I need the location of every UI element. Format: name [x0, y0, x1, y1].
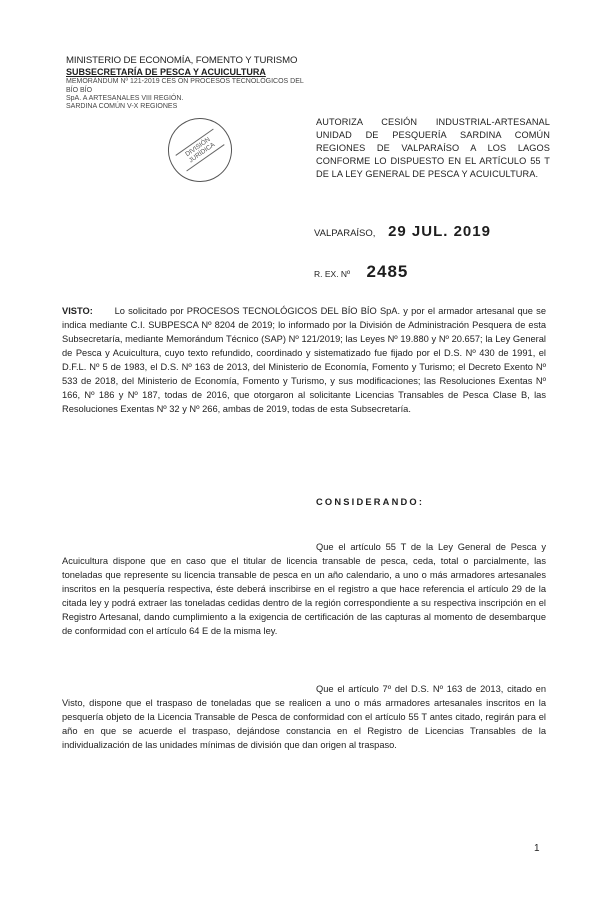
legal-division-stamp: [155, 105, 244, 194]
subsecretaria-name: SUBSECRETARÍA DE PESCA Y ACUICULTURA: [66, 66, 266, 77]
letterhead: [66, 55, 306, 112]
reference-line-1: MEMORÁNDUM Nº 121-2019 CES ON PROCESOS TECNOLÓGICOS DEL BÍO BÍO: [66, 78, 304, 94]
dateline-date: 29 JUL. 2019: [388, 223, 491, 240]
page-number: 1: [534, 843, 540, 854]
visto-text: Lo solicitado por PROCESOS TECNOLÓGICOS DEL BÍO BÍO SpA. y por el armador artesanal que se indica mediante C.I. SUBPESCA Nº 8204 de 2019; lo informado por la División de Administración Pesquera de esta Subsecretaría, mediante Memorándum Técnico (SAP) Nº 121/2019; las Leyes Nº 19.880 y Nº 20.657; la Ley General de Pesca y Acuicultura, cuyo texto refundido, coordinado y sistematizado fue fijado por el D.S. Nº 430 de 1991, el D.F.L. Nº 5 de 1983, el D.S. Nº 163 de 2013, del Ministerio de Economía, Fomento y Turismo; el Decreto Exento Nº 533 de 2018, del Ministerio de Economía, Fomento y Turismo, y sus modificaciones; las Resoluciones Exentas Nº 166, Nº 186 y Nº 187, todas de 2016, que otorgaron al solicitante Licencias Transables de Pesca Clase B, las Resoluciones Exentas Nº 32 y Nº 266, ambas de 2019, todas de esta Subsecretaría.: [62, 306, 546, 414]
reference-line-2: SpA. A ARTESANALES VIII REGIÓN.: [66, 95, 184, 103]
considerando-heading: CONSIDERANDO:: [316, 497, 425, 507]
resolution-number-value: 2485: [366, 262, 409, 281]
reference-line-3: SARDINA COMÚN V-X REGIONES: [66, 103, 178, 111]
visto-heading: VISTO:: [62, 306, 112, 316]
resolution-subject: AUTORIZA CESIÓN INDUSTRIAL-ARTESANAL UNIDAD DE PESQUERÍA SARDINA COMÚN REGIONES DE VALPARAÍSO A LOS LAGOS CONFORME LO DISPUESTO EN EL ARTÍCULO 55 T DE LA LEY GENERAL DE PESCA Y ACUICULTURA.: [316, 117, 550, 180]
resolution-number: [314, 262, 564, 282]
ministry-name: MINISTERIO DE ECONOMÍA, FOMENTO Y TURISMO: [66, 55, 298, 66]
visto-section: [62, 305, 546, 417]
considerando-paragraph-1: Que el artículo 55 T de la Ley General de Pesca y Acuicultura dispone que en caso que el titular de licencia transable de pesca, ceda, total o parcialmente, las toneladas que represente su licencia transable de pesca en un año calendario, a uno o más armadores artesanales inscritos en la pesquería respectiva, éste deberá inscribirse en el registro a que hace referencia el artículo 29 de la citada ley y podrá extraer las toneladas cedidas dentro de la región correspondiente a su respectiva inscripción en el Registro Artesanal, dando cumplimiento a la exigencia de certificación de las capturas al momento de desembarque de conformidad con el artículo 64 E de la misma ley.: [62, 542, 546, 636]
stamp-text: DIVISIÓN JURÍDICA: [175, 129, 224, 172]
considerando-paragraph-2: Que el artículo 7º del D.S. Nº 163 de 2013, citado en Visto, dispone que el traspaso de toneladas que se realicen a uno o más armadores artesanales inscritos en la pesquería objeto de la Licencia Transable de Pesca de conformidad con el artículo 55 T antes citado, regirán para el año en que se acuerde el traspaso, dejándose constancia en el Registro de Licencias Transables de la individualización de las unidades mínimas de división que dan origen al traspaso.: [62, 684, 546, 750]
dateline-place: VALPARAÍSO,: [314, 228, 376, 239]
resolution-label: R. EX. Nº: [314, 269, 351, 279]
dateline: [314, 223, 564, 240]
